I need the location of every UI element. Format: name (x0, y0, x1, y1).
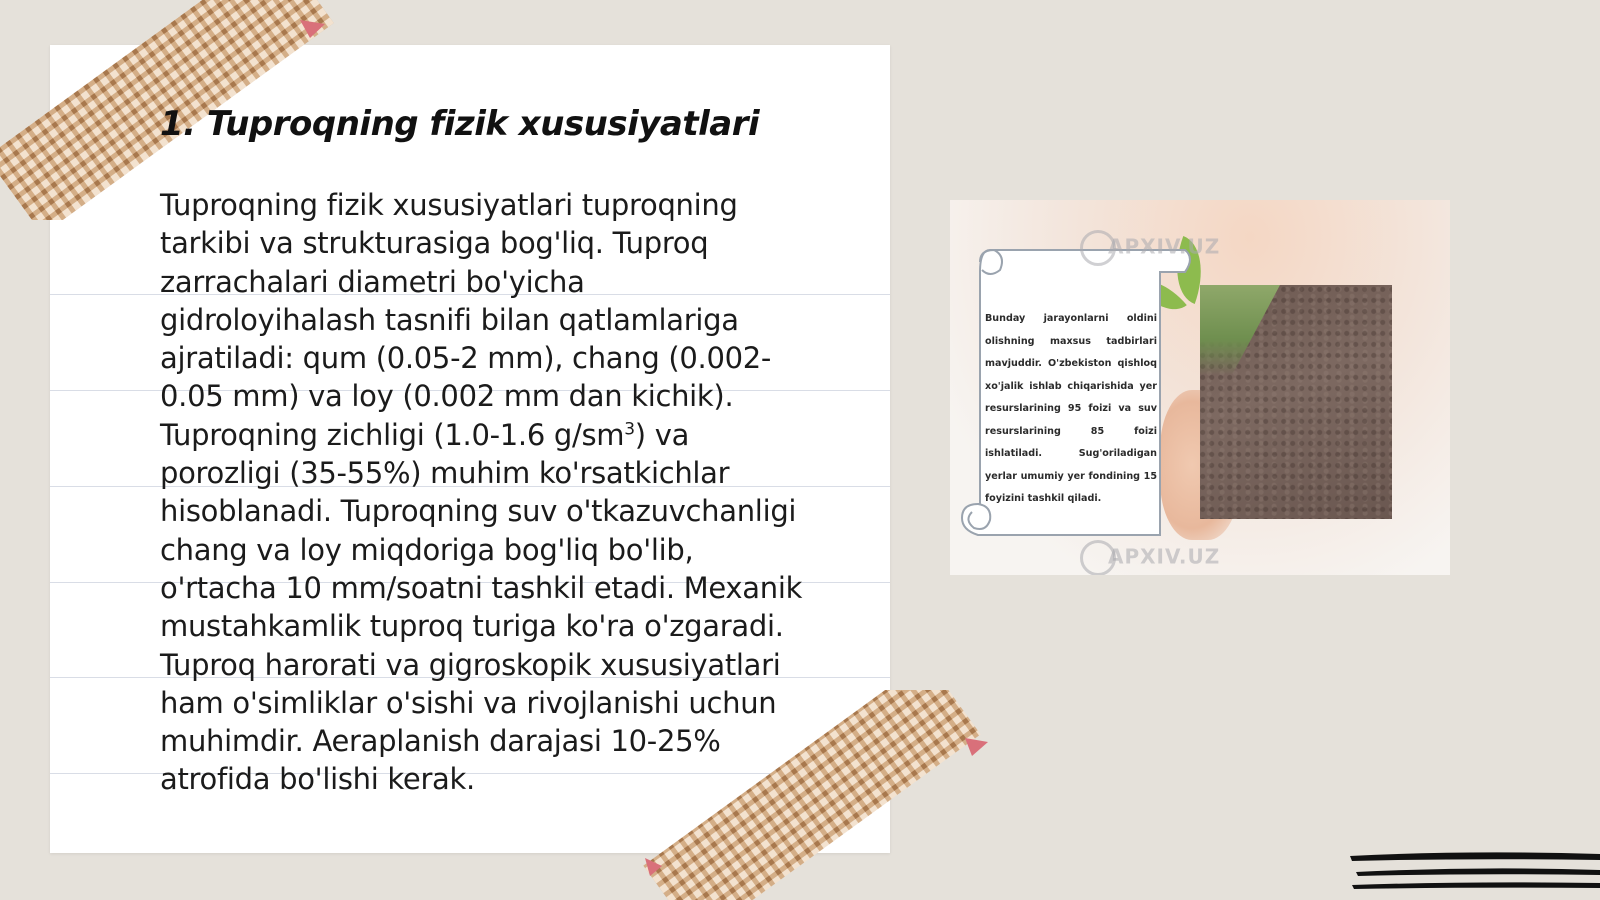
washi-tape-bottom (640, 690, 990, 900)
body-line: zarrachalari diametri bo'yicha (160, 264, 585, 299)
body-line: o'rtacha 10 mm/soatni tashkil etadi. Mexanik (160, 570, 803, 605)
brush-stroke-decoration (1348, 848, 1600, 894)
watermark (1080, 540, 1220, 575)
watermark-text: APXIV.UZ (1108, 544, 1221, 569)
body-line: chang va loy miqdoriga bog'liq bo'lib, (160, 532, 694, 567)
watermark (1080, 230, 1220, 266)
page-title: 1. Tuproqning fizik xususiyatlari (160, 104, 760, 144)
body-line: atrofida bo'lishi kerak. (160, 762, 475, 797)
body-line: mustahkamlik tuproq turiga ko'ra o'zgaradi. (160, 609, 784, 644)
body-line: muhimdir. Aeraplanish darajasi 10-25% (160, 724, 721, 759)
body-line: 0.05 mm) va loy (0.002 mm dan kichik). (160, 379, 734, 414)
body-line: Tuproq harorati va gigroskopik xususiyatlari (160, 647, 781, 682)
tape-pin (965, 738, 988, 756)
watermark-text: APXIV.UZ (1108, 234, 1221, 259)
body-line: Tuproqning fizik xususiyatlari tuproqning (160, 188, 738, 222)
body-line: porozligi (35-55%) muhim ko'rsatkichlar (160, 456, 730, 491)
scroll-text: Bunday jarayonlarni oldini olishning maxsus tadbirlari mavjuddir. O'zbekiston qishloq xo'jalik ishlab chiqarishida yer resurslarining 95 foizi va suv resurslarining 85 foizi ishlatiladi. Sug'oriladigan yerlar umumiy yer fondining 15 foyizini tashkil qiladi. (985, 313, 1157, 504)
density-text: Tuproqning zichligi (1.0-1.6 g/sm (160, 417, 625, 452)
body-line: hisoblanadi. Tuproqning suv o'tkazuvchanligi (160, 494, 797, 529)
body-line-density (160, 416, 850, 454)
superscript-three: 3 (624, 419, 635, 440)
body-line: ajratiladi: qum (0.05-2 mm), chang (0.002- (160, 341, 772, 376)
density-text-end: ) va (634, 417, 690, 452)
body-line: ham o'simliklar o'sishi va rivojlanishi uchun (160, 685, 777, 720)
body-line: tarkibi va strukturasiga bog'liq. Tuproq (160, 226, 709, 261)
body-line: gidroloyihalash tasnifi bilan qatlamlariga (160, 302, 739, 337)
soil-illustration-image (950, 200, 1450, 575)
